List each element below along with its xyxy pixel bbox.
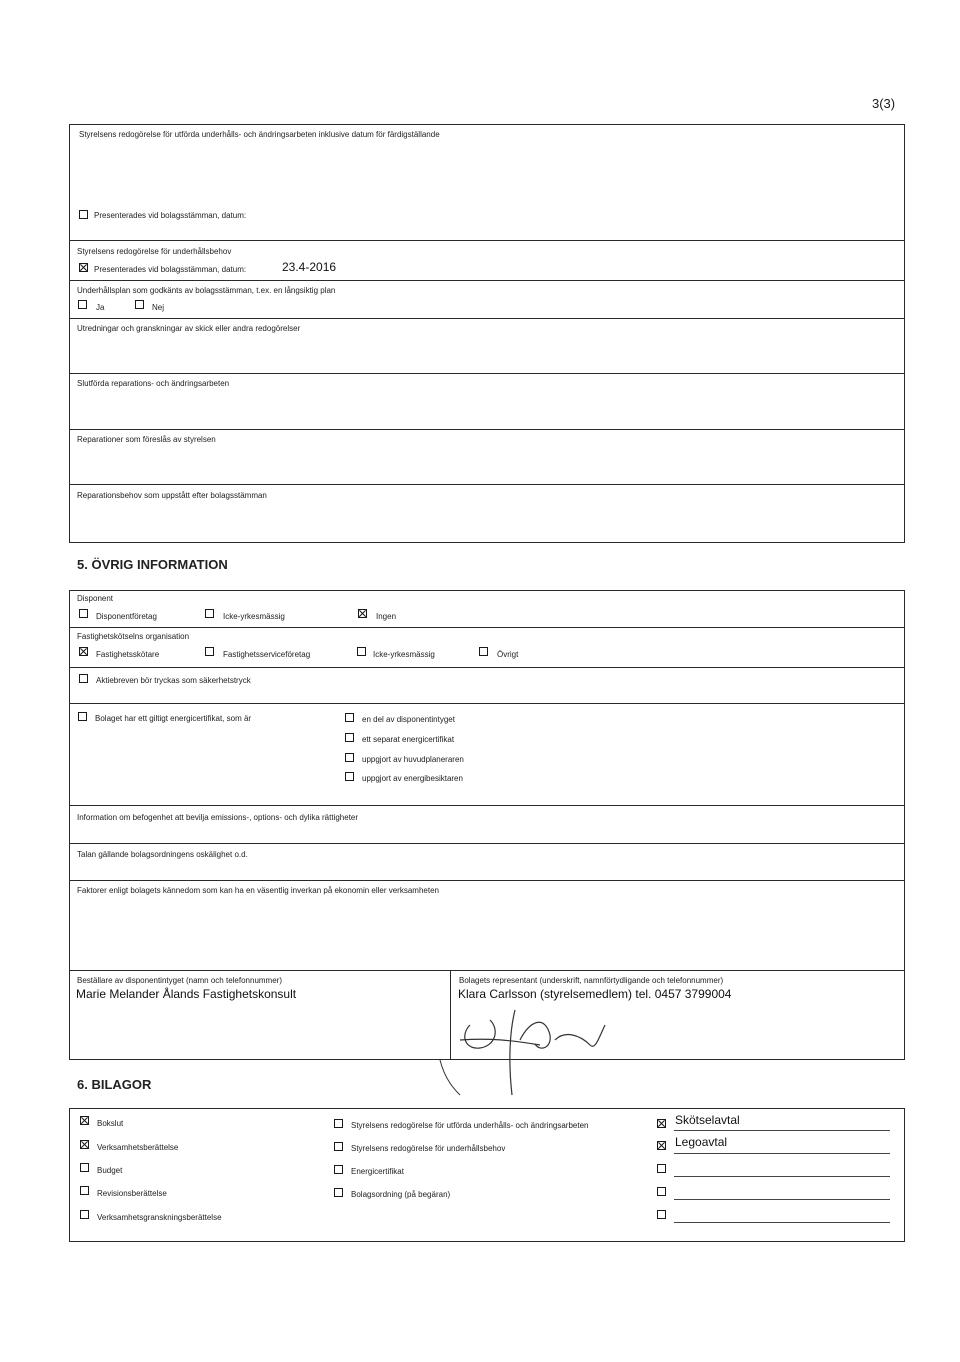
section6-heading: 6. BILAGOR [77,1077,152,1092]
emissions-label: Information om befogenhet att bevilja emissions-, options- och dylika rättigheter [77,813,359,822]
redogorelse-arbeten-label: Styrelsens redogörelse för utförda underhålls- och ändringsarbeten [351,1121,589,1130]
maintenance-needs-label: Styrelsens redogörelse för underhållsbehov [77,247,232,256]
representative-label: Bolagets representant (underskrift, namnförtydligande och telefonnummer) [459,976,724,985]
extra-attachment-2-checkbox[interactable] [657,1141,666,1150]
fill-line [674,1153,890,1154]
energy-certificate-checkbox[interactable] [78,712,87,721]
divider [69,843,905,844]
icke-yrk2-checkbox[interactable] [357,647,366,656]
bolagsordning-label: Bolagsordning (på begäran) [351,1190,451,1199]
energy-opt3-checkbox[interactable] [345,753,354,762]
energy-opt4-checkbox[interactable] [345,772,354,781]
plan-ja-label: Ja [96,303,105,312]
divider [69,484,905,485]
bokslut-checkbox[interactable] [80,1116,89,1125]
redogorelse-behov-label: Styrelsens redogörelse för underhållsbehov [351,1144,506,1153]
fill-line [674,1199,890,1200]
energy-opt2-label: ett separat energicertifikat [362,735,455,744]
serviceforetag-label: Fastighetsserviceföretag [223,650,311,659]
icke-yrk2-label: Icke-yrkesmässig [373,650,435,659]
energicertifikat-label: Energicertifikat [351,1167,404,1176]
divider [69,318,905,319]
fastighetsskotare-label: Fastighetsskötare [96,650,160,659]
verksamhetsberattelse-checkbox[interactable] [80,1140,89,1149]
orderer-value[interactable]: Marie Melander Ålands Fastighetskonsult [76,987,297,1001]
ovrigt-label: Övrigt [497,650,519,659]
energy-opt2-checkbox[interactable] [345,733,354,742]
ovrigt-checkbox[interactable] [479,647,488,656]
divider [69,703,905,704]
divider [69,373,905,374]
orderer-label: Beställare av disponentintyget (namn och telefonnummer) [77,976,282,985]
revisionsberattelse-checkbox[interactable] [80,1186,89,1195]
extra-attachment-1-checkbox[interactable] [657,1119,666,1128]
divider [69,280,905,281]
bokslut-label: Bokslut [97,1119,124,1128]
maintenance-plan-label: Underhållsplan som godkänts av bolagsstämman, t.ex. en långsiktig plan [77,286,336,295]
extra-attachment-5-checkbox[interactable] [657,1210,666,1219]
presented-maint-label: Presenterades vid bolagsstämman, datum: [94,265,247,274]
handwritten-signature [420,1000,640,1100]
verksamhetsberattelse-label: Verksamhetsberättelse [97,1143,179,1152]
disponentforetag-label: Disponentföretag [96,612,157,621]
section4-frame [69,124,905,543]
repair-needs-label: Reparationsbehov som uppstått efter bolagsstämman [77,491,267,500]
budget-label: Budget [97,1166,123,1175]
revisionsberattelse-label: Revisionsberättelse [97,1189,167,1198]
icke-yrk-label: Icke-yrkesmässig [223,612,285,621]
divider [69,970,905,971]
talan-label: Talan gällande bolagsordningens oskälighet o.d. [77,850,248,859]
energicertifikat-checkbox[interactable] [334,1165,343,1174]
fill-line [674,1176,890,1177]
energy-opt1-checkbox[interactable] [345,713,354,722]
disponentforetag-checkbox[interactable] [79,609,88,618]
extra-attachment-1-value[interactable]: Skötselavtal [675,1113,740,1127]
aktiebrev-label: Aktiebreven bör tryckas som säkerhetstryck [96,676,251,685]
completed-works-with-dates-label: Styrelsens redogörelse för utförda underhålls- och ändringsarbeten inklusive datum för färdigställande [79,130,440,139]
investigations-label: Utredningar och granskningar av skick eller andra redogörelser [77,324,301,333]
energy-certificate-label: Bolaget har ett giltigt energicertifikat, som är [95,714,252,723]
fill-line [674,1130,890,1131]
divider [69,667,905,668]
extra-attachment-3-checkbox[interactable] [657,1164,666,1173]
plan-nej-checkbox[interactable] [135,300,144,309]
fill-line [674,1222,890,1223]
aktiebrev-checkbox[interactable] [79,674,88,683]
presented-top-label: Presenterades vid bolagsstämman, datum: [94,211,247,220]
serviceforetag-checkbox[interactable] [205,647,214,656]
energy-opt1-label: en del av disponentintyget [362,715,455,724]
verksamhetsgranskning-checkbox[interactable] [80,1210,89,1219]
divider [69,805,905,806]
energy-opt3-label: uppgjort av huvudplaneraren [362,755,464,764]
redogorelse-arbeten-checkbox[interactable] [334,1119,343,1128]
icke-yrk-checkbox[interactable] [205,609,214,618]
page-number: 3(3) [872,96,896,111]
ingen-checkbox[interactable] [358,609,367,618]
fastighet-org-label: Fastighetskötselns organisation [77,632,190,641]
section5-heading: 5. ÖVRIG INFORMATION [77,557,228,572]
proposed-repairs-label: Reparationer som föreslås av styrelsen [77,435,216,444]
plan-nej-label: Nej [152,303,165,312]
energy-opt4-label: uppgjort av energibesiktaren [362,774,463,783]
plan-ja-checkbox[interactable] [78,300,87,309]
completed-repairs-label: Slutförda reparations- och ändringsarbeten [77,379,230,388]
faktorer-label: Faktorer enligt bolagets kännedom som kan ha en väsentlig inverkan på ekonomin eller verksamheten [77,886,439,895]
verksamhetsgranskning-label: Verksamhetsgranskningsberättelse [97,1213,222,1222]
extra-attachment-4-checkbox[interactable] [657,1187,666,1196]
divider [69,880,905,881]
representative-value[interactable]: Klara Carlsson (styrelsemedlem) tel. 0457 3799004 [458,987,732,1001]
fastighetsskotare-checkbox[interactable] [79,647,88,656]
presented-maint-checkbox[interactable] [79,263,88,272]
redogorelse-behov-checkbox[interactable] [334,1142,343,1151]
presented-top-checkbox[interactable] [79,210,88,219]
budget-checkbox[interactable] [80,1163,89,1172]
divider [69,429,905,430]
divider [69,627,905,628]
ingen-label: Ingen [376,612,397,621]
presented-maint-date[interactable]: 23.4-2016 [282,260,337,274]
divider [69,240,905,241]
extra-attachment-2-value[interactable]: Legoavtal [675,1135,728,1149]
disponent-label: Disponent [77,594,114,603]
bolagsordning-checkbox[interactable] [334,1188,343,1197]
